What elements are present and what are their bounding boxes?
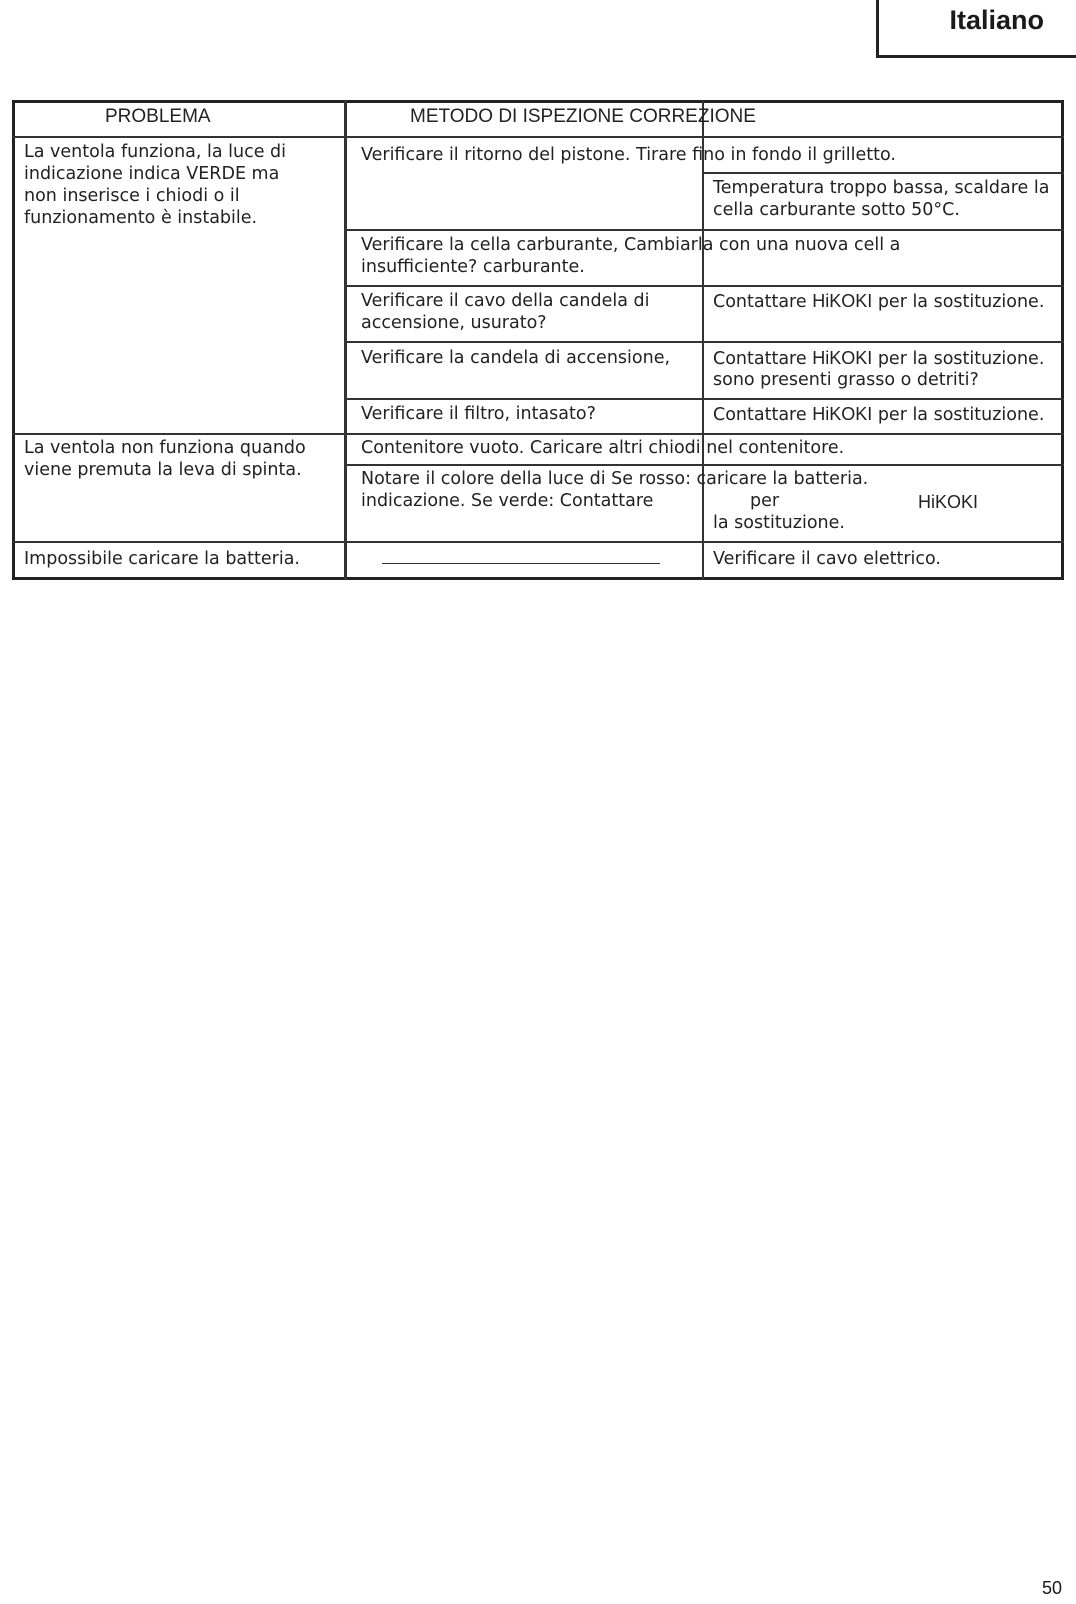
replacement-text: per la sostituzione. xyxy=(877,405,1045,425)
replacement-text: per la sostituzione. xyxy=(877,349,1045,369)
row-divider xyxy=(12,136,1064,138)
row-divider xyxy=(344,285,1064,287)
row-7-brand: HiKOKI xyxy=(918,492,979,512)
row-5-fix xyxy=(713,403,1044,426)
row-1b-line-1: Temperatura troppo bassa, scaldare la xyxy=(713,178,1050,198)
row-divider xyxy=(344,229,1064,231)
brand-name: HiKOKI xyxy=(812,404,873,424)
row-divider xyxy=(12,541,1064,543)
problem-3: Impossibile caricare la batteria. xyxy=(24,549,300,569)
row-3-check-line-1: Verificare il cavo della candela di xyxy=(361,291,650,311)
row-1b-line-2: cella carburante sotto 50°C. xyxy=(713,200,960,220)
brand-name: HiKOKI xyxy=(812,291,873,311)
row-7-line-2: indicazione. Se verde: Contattare xyxy=(361,491,654,511)
row-2-line-2: insufficiente? carburante. xyxy=(361,257,585,277)
row-4-check: Verificare la candela di accensione, xyxy=(361,348,671,368)
column-divider xyxy=(344,100,347,580)
row-6-text: Contenitore vuoto. Caricare altri chiodi nel contenitore. xyxy=(361,438,845,458)
contact-text: Contattare xyxy=(713,405,807,425)
problem-1-line-4: funzionamento è instabile. xyxy=(24,208,258,228)
header-problem: PROBLEMA xyxy=(105,106,211,127)
row-divider xyxy=(344,398,1064,400)
row-2-line-1: Verificare la cella carburante, Cambiarla con una nuova cell a xyxy=(361,235,901,255)
row-4-fix-line-2: sono presenti grasso o detriti? xyxy=(713,370,979,390)
brand-name: HiKOKI xyxy=(812,348,873,368)
row-7-per: per xyxy=(750,491,780,511)
row-3-fix xyxy=(713,290,1044,313)
problem-2-line-1: La ventola non funziona quando xyxy=(24,438,306,458)
row-7-line-1: Notare il colore della luce di Se rosso: caricare la batteria. xyxy=(361,469,869,489)
empty-cell-dash xyxy=(382,563,660,564)
problem-1-line-1: La ventola funziona, la luce di xyxy=(24,142,287,162)
row-7-line-3: la sostituzione. xyxy=(713,513,845,533)
replacement-text: per la sostituzione. xyxy=(877,292,1045,312)
header-method: METODO DI ISPEZIONE CORREZIONE xyxy=(410,106,756,127)
contact-text: Contattare xyxy=(713,292,807,312)
problem-2-line-2: viene premuta la leva di spinta. xyxy=(24,460,302,480)
row-divider xyxy=(12,433,1064,435)
page-number: 50 xyxy=(1042,1578,1063,1598)
row-divider xyxy=(702,172,1064,174)
row-1-text: Verificare il ritorno del pistone. Tirare fino in fondo il grilletto. xyxy=(361,145,896,165)
row-5-check: Verificare il filtro, intasato? xyxy=(361,404,596,424)
problem-1-line-3: non inserisce i chiodi o il xyxy=(24,186,240,206)
language-tab xyxy=(876,0,1076,58)
row-3-check-line-2: accensione, usurato? xyxy=(361,313,547,333)
row-8-fix: Verificare il cavo elettrico. xyxy=(713,549,941,569)
contact-text: Contattare xyxy=(713,349,807,369)
row-divider xyxy=(344,341,1064,343)
row-4-fix xyxy=(713,347,1044,370)
problem-1-line-2: indicazione indica VERDE ma xyxy=(24,164,280,184)
language-label: Italiano xyxy=(949,5,1044,35)
row-divider xyxy=(344,464,1064,466)
